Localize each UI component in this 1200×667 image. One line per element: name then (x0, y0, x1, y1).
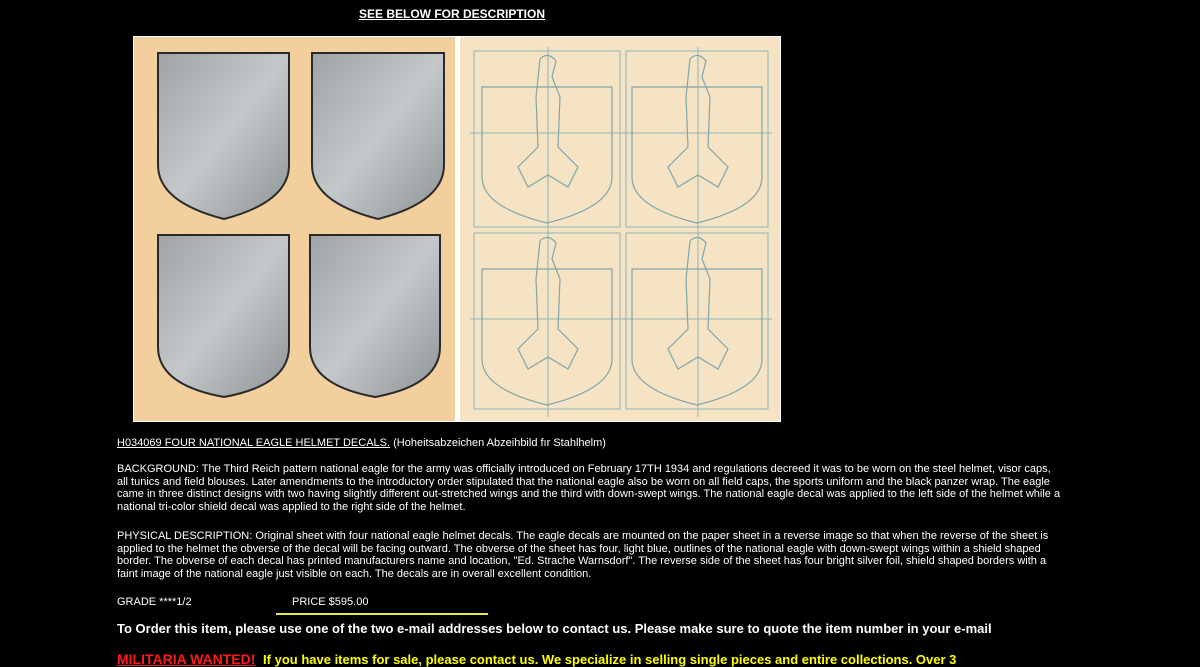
militaria-wanted-text: If you have items for sale, please contact us. We specialize in selling single pieces and entire collections. Over 3 (263, 652, 957, 667)
price-text: PRICE $595.00 (292, 596, 369, 608)
physical-text: Original sheet with four national eagle helmet decals. The eagle decals are mounted on the paper sheet in a reverse image so that when the reverse of the sheet is applied to the helmet the obverse of the decal will be facing outward. The obverse of the sheet has four, light blue, outlines of the national eagle with down-swept wings within a shield shaped border. The obverse of each decal has printed manufacturers name and location, "Ed. Strache Warnsdorf". The reverse side of the sheet has four bright silver foil, shield shaped borders with a faint image of the national eagle just visible on each. The decals are in overall excellent condition. (117, 530, 1049, 580)
decal-sheet-photo (133, 36, 781, 422)
grade-text: GRADE ****1/2 (117, 596, 192, 608)
order-instructions: To Order this item, please use one of the two e-mail addresses below to contact us. Please make sure to quote the item number in your e-mail (117, 621, 992, 636)
foil-shield-4 (310, 235, 440, 397)
background-label: BACKGROUND: (117, 463, 199, 475)
physical-label: PHYSICAL DESCRIPTION: (117, 530, 253, 542)
background-paragraph (117, 463, 1063, 513)
decal-sheet-reverse (134, 37, 455, 421)
item-title: H034069 FOUR NATIONAL EAGLE HELMET DECALS. (117, 437, 391, 449)
background-text: The Third Reich pattern national eagle for the army was officially introduced on February 17TH 1934 and regulations decreed it was to be worn on the steel helmet, visor caps, all tunics and field blouses. Later amendments to the introductory order stipulated that the national eagle also be worn on all field caps, the sports uniform and the black panzer wrap. The eagle came in three distinct designs with two having slightly different out-stretched wings and the third with down-swept wings. The national eagle decal was applied to the left side of the helmet while a national tri-color shield decal was applied to the right side of the helmet. (117, 463, 1061, 513)
foil-shield-2 (312, 53, 444, 219)
foil-shield-3 (158, 235, 289, 397)
physical-description-paragraph (117, 530, 1063, 580)
decal-sheet-obverse (460, 37, 780, 421)
item-subtitle: (Hoheitsabzeichen Abzeihbild fır Stahlhelm) (393, 437, 606, 449)
price-underline (276, 613, 488, 615)
see-below-link[interactable]: SEE BELOW FOR DESCRIPTION (359, 7, 546, 21)
militaria-wanted-line (117, 651, 956, 667)
item-heading (117, 437, 1063, 450)
militaria-wanted-link[interactable]: MILITARIA WANTED! (117, 651, 256, 667)
foil-shield-1 (158, 53, 289, 219)
